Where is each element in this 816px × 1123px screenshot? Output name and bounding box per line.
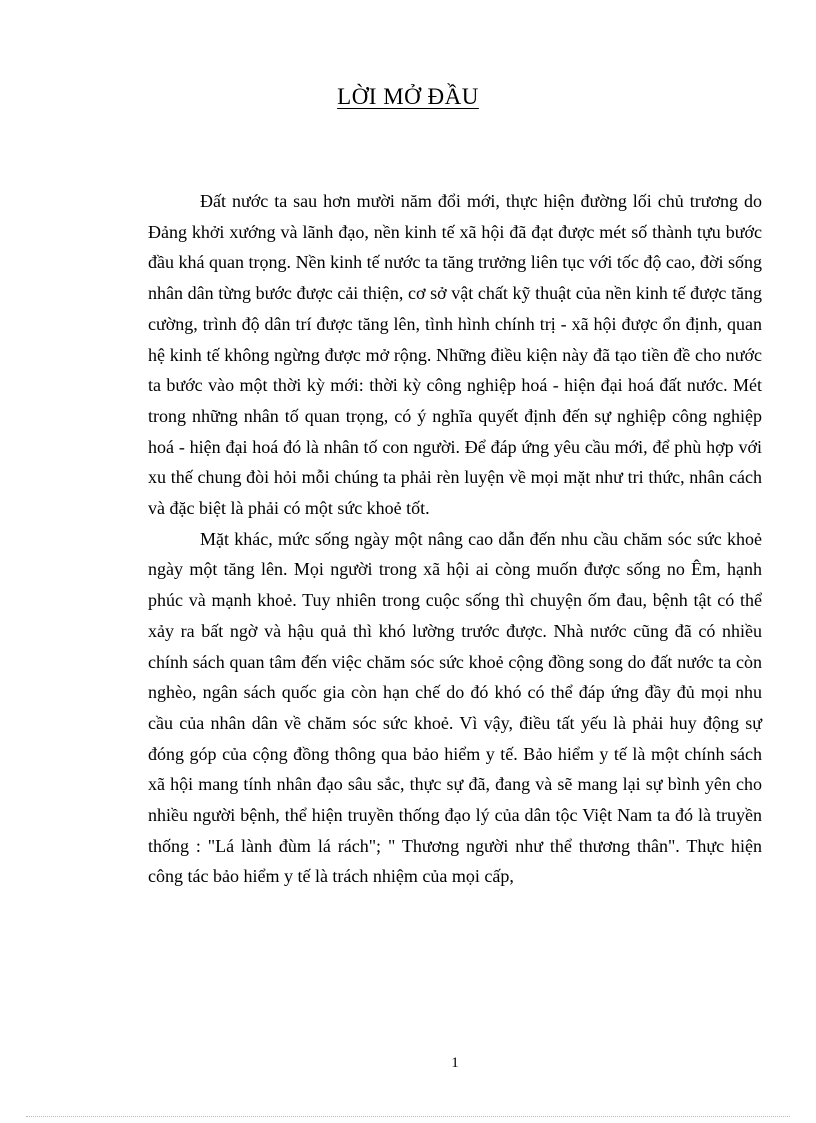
page-bottom-border bbox=[26, 1116, 790, 1117]
page-title bbox=[0, 84, 816, 110]
page-title-text: LỜI MỞ ĐẦU bbox=[337, 84, 479, 109]
paragraph-2: Mặt khác, mức sống ngày một nâng cao dẫn đến nhu cầu chăm sóc sức khoẻ ngày một tăng lên. Mọi người trong xã hội ai còng muốn được sống no Êm, hạnh phúc và mạnh khoẻ. Tuy nhiên trong cuộc sống thì chuyện ốm đau, bệnh tật có thể xảy ra bất ngờ và hậu quả thì khó lường trước được. Nhà nước cũng đã có nhiều chính sách quan tâm đến việc chăm sóc sức khoẻ cộng đồng song do đất nước ta còn nghèo, ngân sách quốc gia còn hạn chế do đó khó có thể đáp ứng đầy đủ mọi nhu cầu của nhân dân về chăm sóc sức khoẻ. Vì vậy, điều tất yếu là phải huy động sự đóng góp của cộng đồng thông qua bảo hiểm y tế. Bảo hiểm y tế là một chính sách xã hội mang tính nhân đạo sâu sắc, thực sự đã, đang và sẽ mang lại sự bình yên cho nhiều người bệnh, thể hiện truyền thống đạo lý của dân tộc Việt Nam ta đó là truyền thống : "Lá lành đùm lá rách"; " Thương người như thể thương thân". Thực hiện công tác bảo hiểm y tế là trách nhiệm của mọi cấp, bbox=[148, 528, 762, 887]
page-number: 1 bbox=[451, 1055, 459, 1071]
paragraph-1: Đất nước ta sau hơn mười năm đổi mới, thực hiện đường lối chủ trương do Đảng khởi xướng và lãnh đạo, nền kinh tế xã hội đã đạt được mét số thành tựu bước đầu khá quan trọng. Nền kinh tế nước ta tăng trưởng liên tục với tốc độ cao, đời sống nhân dân từng bước được cải thiện, cơ sở vật chất kỹ thuật của nền kinh tế được tăng cường, trình độ dân trí được tăng lên, tình hình chính trị - xã hội được ổn định, quan hệ kinh tế không ngừng được mở rộng. Những điều kiện này đã tạo tiền đề cho nước ta bước vào một thời kỳ mới: thời kỳ công nghiệp hoá - hiện đại hoá đất nước. Mét trong những nhân tố quan trọng, có ý nghĩa quyết định đến sự nghiệp công nghiệp hoá - hiện đại hoá đó là nhân tố con người. Để đáp ứng yêu cầu mới, để phù hợp với xu thế chung đòi hỏi mỗi chúng ta phải rèn luyện về mọi mặt như tri thức, nhân cách và đặc biệt là phải có một sức khoẻ tốt. bbox=[148, 191, 762, 519]
body-text bbox=[148, 186, 762, 892]
